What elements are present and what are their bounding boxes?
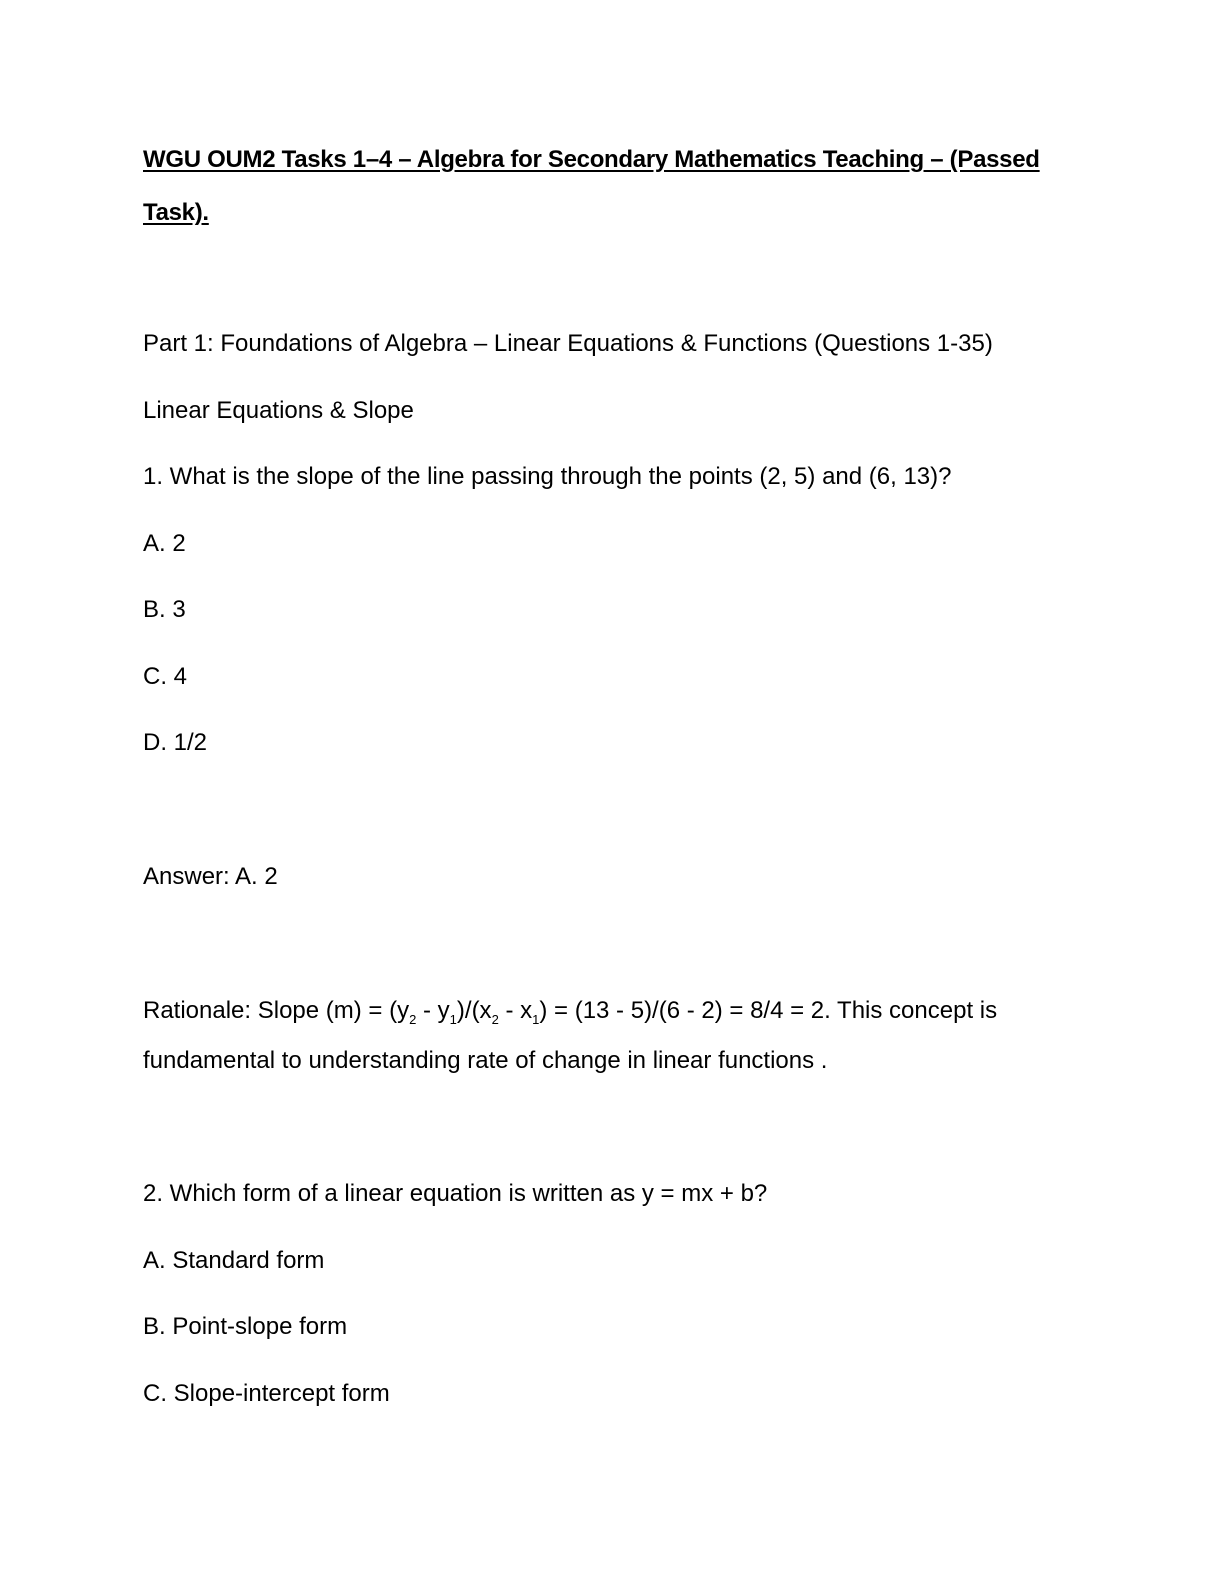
part-heading: Part 1: Foundations of Algebra – Linear Equations & Functions (Questions 1-35) bbox=[143, 330, 993, 357]
question-1-option-a: A. 2 bbox=[143, 530, 186, 557]
rationale-text: Rationale: Slope (m) = (y bbox=[143, 997, 410, 1024]
question-2-prompt: 2. Which form of a linear equation is written as y = mx + b? bbox=[143, 1180, 768, 1207]
question-1-prompt: 1. What is the slope of the line passing through the points (2, 5) and (6, 13)? bbox=[143, 463, 952, 490]
question-2-option-c: C. Slope-intercept form bbox=[143, 1380, 390, 1407]
question-1-option-c: C. 4 bbox=[143, 663, 188, 690]
question-1-option-b: B. 3 bbox=[143, 596, 186, 623]
question-1-rationale-line-1 bbox=[143, 996, 997, 1026]
document-title-line-1: WGU OUM2 Tasks 1–4 – Algebra for Secondary Mathematics Teaching – (Passed bbox=[143, 146, 1040, 173]
subscript: 2 bbox=[409, 1011, 417, 1027]
question-1-rationale-line-2: fundamental to understanding rate of change in linear functions . bbox=[143, 1047, 828, 1074]
question-1-answer: Answer: A. 2 bbox=[143, 863, 278, 890]
subscript: 1 bbox=[449, 1011, 457, 1027]
section-heading: Linear Equations & Slope bbox=[143, 397, 414, 424]
question-2-option-b: B. Point-slope form bbox=[143, 1313, 348, 1340]
subscript: 1 bbox=[532, 1011, 540, 1027]
rationale-text: - y bbox=[416, 997, 450, 1024]
question-2-option-a: A. Standard form bbox=[143, 1247, 325, 1274]
rationale-text: ) = (13 - 5)/(6 - 2) = 8/4 = 2. This concept is bbox=[539, 997, 998, 1024]
rationale-text: - x bbox=[498, 997, 533, 1024]
rationale-text: )/(x bbox=[456, 997, 492, 1024]
document-title-line-2: Task). bbox=[143, 199, 209, 226]
subscript: 2 bbox=[491, 1011, 499, 1027]
question-1-option-d: D. 1/2 bbox=[143, 729, 208, 756]
